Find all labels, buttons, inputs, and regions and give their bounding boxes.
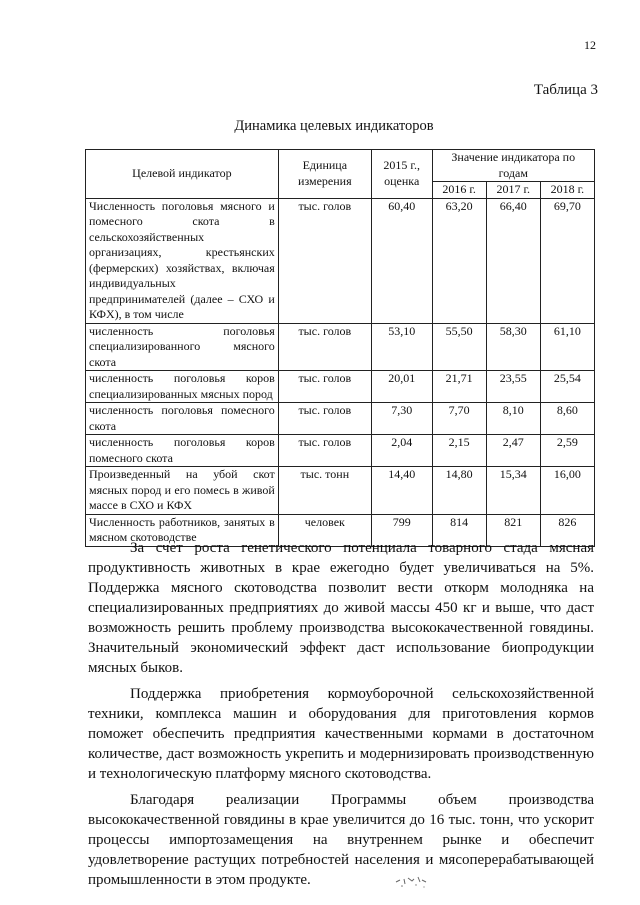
paragraph: За счет роста генетического потенциала товарного стада мясная продуктивность животных в крае ежегодно будет увеличиваться на 5%. Поддержка мясного скотоводства позволит вести откорм молодняка на специализированных предприятиях до живой массы 450 кг и выше, что даст возможность решить проблему производства высококачественной говядины. Значительный экономический эффект даст использование биопродукции мясных быков. — [88, 540, 594, 676]
value-2018-cell: 25,54 — [540, 371, 594, 403]
header-year-2017: 2017 г. — [486, 182, 540, 199]
unit-cell: тыс. голов — [278, 435, 371, 467]
indicator-cell: Численность работников, занятых в мясном скотоводстве — [86, 514, 279, 546]
value-2016-cell: 63,20 — [432, 198, 486, 323]
indicator-cell: Произведенный на убой скот мясных пород и его помесь в живой массе в СХО и КФХ — [86, 467, 279, 515]
unit-cell: тыс. голов — [278, 403, 371, 435]
base-value-cell: 53,10 — [371, 323, 432, 371]
unit-cell: человек — [278, 514, 371, 546]
indicator-cell: численность поголовья специализированного мясного скота — [86, 323, 279, 371]
value-2017-cell: 821 — [486, 514, 540, 546]
unit-cell: тыс. голов — [278, 371, 371, 403]
indicator-cell: численность поголовья коров специализированных мясных пород — [86, 371, 279, 403]
table-label: Таблица 3 — [533, 82, 598, 98]
value-2018-cell: 61,10 — [540, 323, 594, 371]
table-row — [86, 467, 595, 515]
paragraph: Благодаря реализации Программы объем производства высококачественной говядины в крае увеличится до 16 тыс. тонн, что ускорит процессы импортозамещения на внутреннем рынке и обеспечит удовлетворение растущих потребностей населения и мясоперерабатывающей промышленности в этом продукте. — [88, 792, 594, 888]
value-2016-cell: 7,70 — [432, 403, 486, 435]
indicator-cell: численность поголовья коров помесного скота — [86, 435, 279, 467]
value-2017-cell: 2,47 — [486, 435, 540, 467]
value-2018-cell: 69,70 — [540, 198, 594, 323]
value-2016-cell: 14,80 — [432, 467, 486, 515]
value-2016-cell: 2,15 — [432, 435, 486, 467]
value-2018-cell: 2,59 — [540, 435, 594, 467]
unit-cell: тыс. тонн — [278, 467, 371, 515]
header-indicator: Целевой индикатор — [86, 150, 279, 199]
value-2017-cell: 58,30 — [486, 323, 540, 371]
base-value-cell: 2,04 — [371, 435, 432, 467]
value-2017-cell: 8,10 — [486, 403, 540, 435]
value-2017-cell: 15,34 — [486, 467, 540, 515]
base-value-cell: 799 — [371, 514, 432, 546]
table-row — [86, 323, 595, 371]
base-value-cell: 7,30 — [371, 403, 432, 435]
body-text — [88, 538, 594, 896]
indicators-table — [85, 149, 595, 547]
unit-cell: тыс. голов — [278, 323, 371, 371]
table-row — [86, 371, 595, 403]
value-2016-cell: 814 — [432, 514, 486, 546]
page-number: 12 — [584, 38, 596, 52]
header-target-values: Значение индикатора по годам — [432, 150, 594, 182]
indicator-cell: Численность поголовья мясного и помесного скота в сельскохозяйственных организациях, крестьянских (фермерских) хозяйствах, включая индивидуальных предпринимателей (далее – СХО и КФХ), в том числе — [86, 198, 279, 323]
unit-cell: тыс. голов — [278, 198, 371, 323]
base-value-cell: 14,40 — [371, 467, 432, 515]
table-row — [86, 403, 595, 435]
table-row — [86, 435, 595, 467]
base-value-cell: 20,01 — [371, 371, 432, 403]
value-2018-cell: 16,00 — [540, 467, 594, 515]
header-base-2015: 2015 г., оценка — [371, 150, 432, 199]
scan-artifact-mark — [392, 870, 432, 892]
value-2018-cell: 826 — [540, 514, 594, 546]
header-year-2018: 2018 г. — [540, 182, 594, 199]
value-2017-cell: 23,55 — [486, 371, 540, 403]
value-2018-cell: 8,60 — [540, 403, 594, 435]
header-unit: Единица измерения — [278, 150, 371, 199]
base-value-cell: 60,40 — [371, 198, 432, 323]
table-header-row — [86, 150, 595, 182]
value-2016-cell: 55,50 — [432, 323, 486, 371]
value-2016-cell: 21,71 — [432, 371, 486, 403]
table-row — [86, 198, 595, 323]
table-title: Динамика целевых индикаторов — [234, 118, 434, 134]
indicator-cell: численность поголовья помесного скота — [86, 403, 279, 435]
value-2017-cell: 66,40 — [486, 198, 540, 323]
header-year-2016: 2016 г. — [432, 182, 486, 199]
paragraph: Поддержка приобретения кормоуборочной сельскохозяйственной техники, комплекса машин и оборудования для приготовления кормов поможет обеспечить предприятия качественными кормами в достаточном количестве, даст возможность укрепить и модернизировать производственную и технологическую платформу мясного скотоводства. — [88, 686, 594, 782]
